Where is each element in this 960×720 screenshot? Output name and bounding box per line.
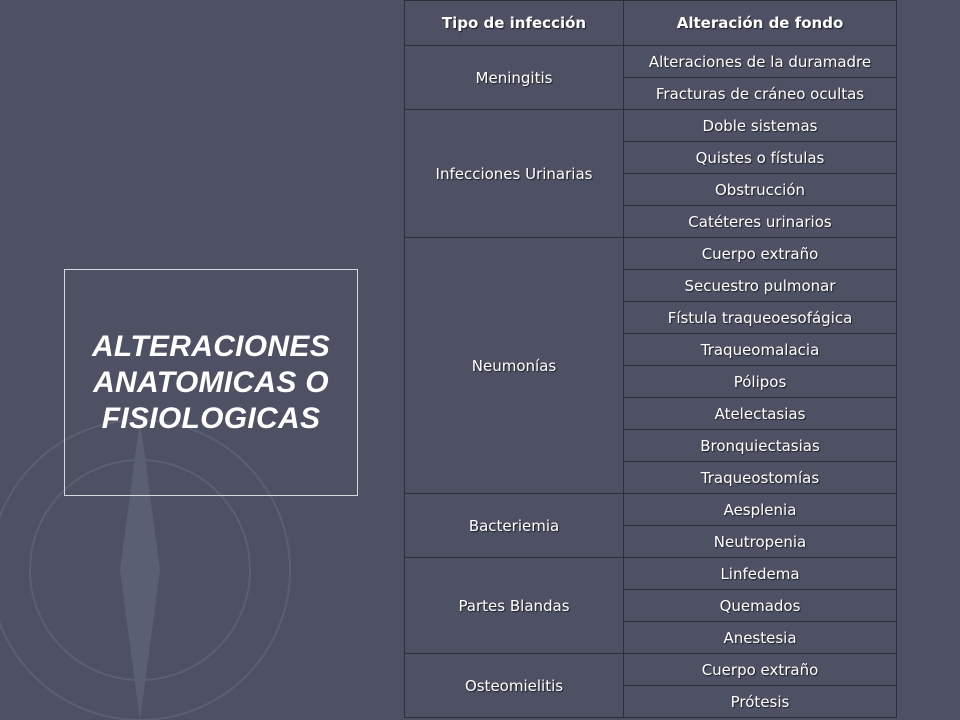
alteration-cell: Atelectasias: [624, 398, 897, 430]
alteration-cell: Quemados: [624, 590, 897, 622]
table-row: [405, 46, 897, 78]
alteration-cell: Quistes o fístulas: [624, 142, 897, 174]
alteration-cell: Catéteres urinarios: [624, 206, 897, 238]
table-row: [405, 558, 897, 590]
alteration-cell: Anestesia: [624, 622, 897, 654]
table-row: [405, 494, 897, 526]
alteration-cell: Traqueomalacia: [624, 334, 897, 366]
infection-type-cell: Meningitis: [405, 46, 624, 110]
alteration-cell: Alteraciones de la duramadre: [624, 46, 897, 78]
slide-title: ALTERACIONES ANATOMICAS O FISIOLOGICAS: [91, 329, 331, 435]
alteration-cell: Obstrucción: [624, 174, 897, 206]
alteration-cell: Secuestro pulmonar: [624, 270, 897, 302]
alteration-cell: Fracturas de cráneo ocultas: [624, 78, 897, 110]
alteration-cell: Linfedema: [624, 558, 897, 590]
header-tipo: Tipo de infección: [405, 1, 624, 46]
infection-type-cell: Osteomielitis: [405, 654, 624, 718]
alteration-cell: Doble sistemas: [624, 110, 897, 142]
alteration-cell: Prótesis: [624, 686, 897, 718]
alteration-cell: Cuerpo extraño: [624, 238, 897, 270]
infection-type-cell: Partes Blandas: [405, 558, 624, 654]
infection-type-cell: Bacteriemia: [405, 494, 624, 558]
alteration-cell: Neutropenia: [624, 526, 897, 558]
alteration-cell: Aesplenia: [624, 494, 897, 526]
header-alteracion: Alteración de fondo: [624, 1, 897, 46]
table-row: [405, 110, 897, 142]
alteration-cell: Cuerpo extraño: [624, 654, 897, 686]
infection-table: [404, 0, 897, 718]
table-header-row: [405, 1, 897, 46]
alteration-cell: Fístula traqueoesofágica: [624, 302, 897, 334]
infection-type-cell: Infecciones Urinarias: [405, 110, 624, 238]
infection-type-cell: Neumonías: [405, 238, 624, 494]
alteration-cell: Pólipos: [624, 366, 897, 398]
table-row: [405, 654, 897, 686]
table-body: [405, 46, 897, 718]
alteration-cell: Bronquiectasias: [624, 430, 897, 462]
table-row: [405, 238, 897, 270]
alteration-cell: Traqueostomías: [624, 462, 897, 494]
slide-title-box: [64, 269, 358, 496]
